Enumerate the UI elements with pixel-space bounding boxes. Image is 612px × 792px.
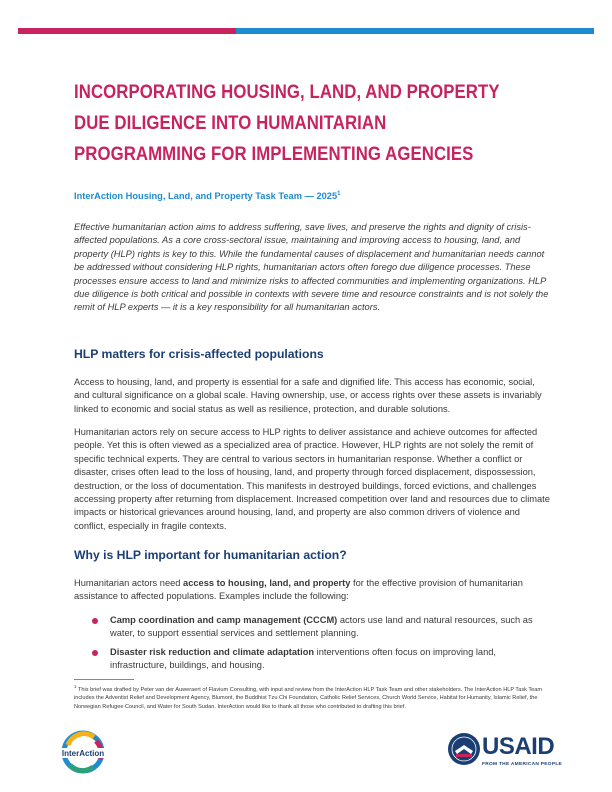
- byline-text: InterAction Housing, Land, and Property Task Team — 2025: [74, 191, 338, 202]
- list-item-text: actors use land and natural resources, such as water, to support essential services and settlement planning.: [110, 615, 533, 639]
- list-item-text: interventions often focus on improving land, infrastructure, buildings, and housing.: [110, 646, 496, 671]
- interaction-logo: [60, 729, 106, 775]
- section2-text-bold: access to housing, land, and property: [183, 578, 351, 588]
- list-item-bold: Camp coordination and camp management (CCCM): [110, 615, 338, 625]
- byline-footnote-marker: 1: [337, 191, 341, 197]
- footnote-text: This brief was drafted by Peter van der Auweraert of Flavium Consulting, with input and review from the InterAction HLP Task Team and other stakeholders. The InterAction HLP Task Team includes the Adventist Relief and Development Agency, Blumont, the Buddhist Tzu Chi Foundation, Catholic Relief Services, Church World Service, Habitat for Humanity, Islamic Relief, the Norwegian Refugee Council, and Water for South Sudan. InterAction would like to thank all those who contributed to drafting this brief.: [74, 686, 543, 710]
- examples-list: [92, 614, 552, 678]
- bullet-icon: [92, 650, 98, 656]
- bullet-icon: [92, 618, 98, 624]
- accent-bar-magenta: [18, 28, 236, 34]
- section-heading-why-hlp: Why is HLP important for humanitarian action?: [74, 548, 347, 562]
- footnote-marker: 1: [74, 684, 77, 689]
- section2-text-before: Humanitarian actors need: [74, 578, 184, 588]
- usaid-tagline: FROM THE AMERICAN PEOPLE: [482, 762, 563, 767]
- accent-bar-blue: [236, 28, 594, 34]
- section2-text-after: for the effective provision of humanitarian assistance to affected populations. Examples include the following:: [74, 578, 523, 602]
- intro-paragraph: Effective humanitarian action aims to address suffering, save lives, and preserve the rights and dignity of crisis-affected populations. As a core cross-sectoral issue, maintaining and improving access to housing, land, and property (HLP) rights is key to this. While the fundamental causes of displacement and humanitarian needs cannot be addressed without considering HLP rights, humanitarian actors often forego due diligence processes. These processes ensure access to land and minimize risks to affected communities and implementing organizations. HLP due diligence is both critical and possible in contexts with severe time and resource constraints and is not solely the remit of HLP experts — it is a key responsibility for all humanitarian actors.: [74, 222, 549, 313]
- interaction-logo-text: InterAction: [61, 749, 105, 758]
- page-title: INCORPORATING HOUSING, LAND, AND PROPERTY DUE DILIGENCE INTO HUMANITARIAN PROGRAMMING FOR IMPLEMENTING AGENCIES: [74, 81, 500, 165]
- section-heading-hlp-matters: HLP matters for crisis-affected populations: [74, 347, 324, 361]
- section1-paragraph-1: Access to housing, land, and property is essential for a safe and dignified life. This access has economic, social, and cultural significance on a global scale. Having ownership, use, or access rights over these assets is invariably linked to economic and social status as well as resilience, protection, and durable solutions.: [74, 377, 542, 414]
- section1-paragraph-2: Humanitarian actors rely on secure access to HLP rights to deliver assistance and achieve outcomes for affected people. Yet this is often viewed as a specialized area of practice. However, HLP rights are not solely the remit of specific technical experts. They are central to various sectors in humanitarian response. Whether a conflict or disaster, crises often lead to the loss of housing, land, and property through forced displacement, dispossession, destruction, or the loss of documentation. This manifests in destroyed buildings, forced evictions, and challenges accessing property after returning from displacement. Increased competition over land and resources due to climate impacts or historical grievances around housing, land, and property are also common drivers of violence and conflict, especially in fragile contexts.: [74, 427, 550, 531]
- list-item: [92, 614, 552, 641]
- section2-paragraph: [74, 577, 552, 604]
- byline: [74, 191, 340, 201]
- footnote: [74, 683, 554, 711]
- list-item: [92, 646, 552, 673]
- footnote-divider: [74, 679, 134, 680]
- usaid-wordmark: USAID: [482, 733, 555, 760]
- list-item-bold: Disaster risk reduction and climate adaptation: [110, 646, 315, 657]
